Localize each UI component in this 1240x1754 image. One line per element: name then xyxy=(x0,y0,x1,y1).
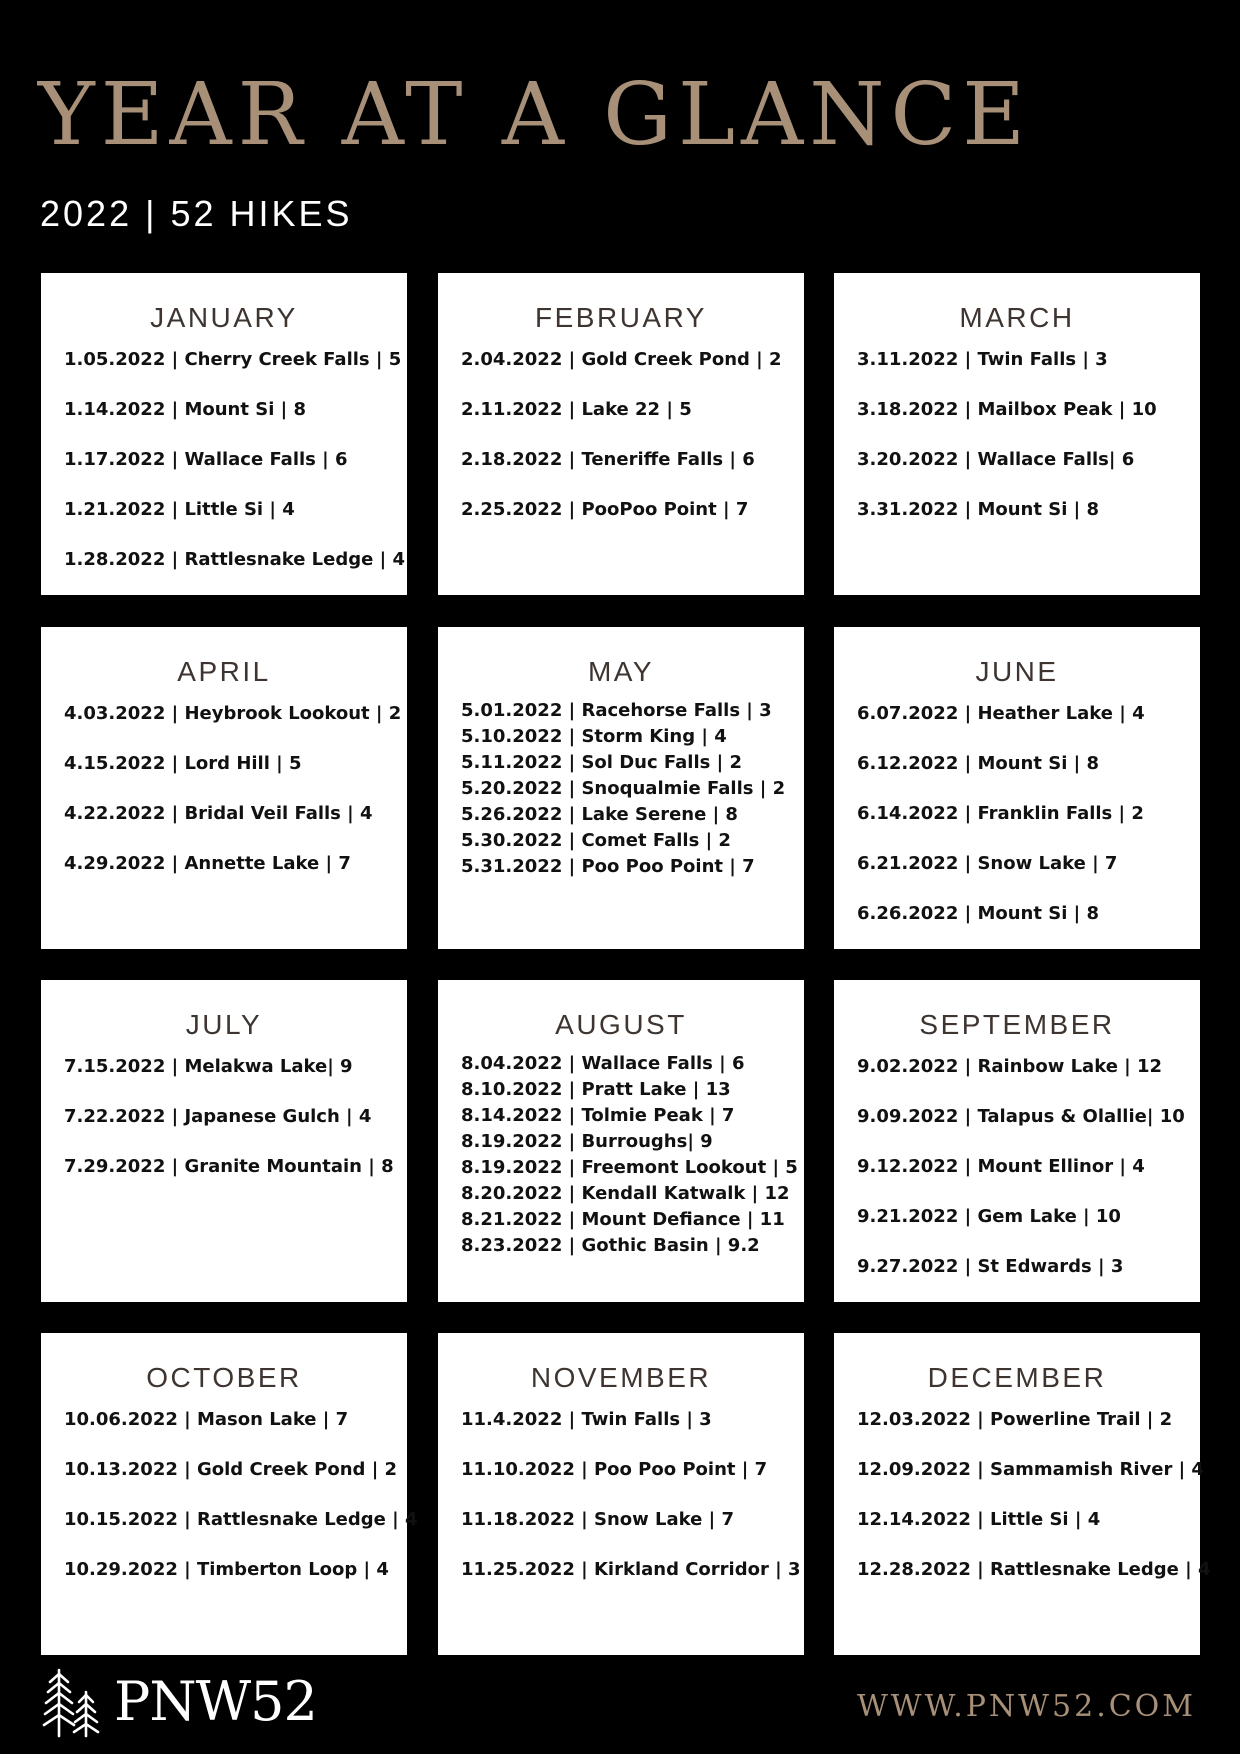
hike-entry: 1.17.2022 | Wallace Falls | 6 xyxy=(64,449,348,470)
month-title: MAY xyxy=(587,656,655,687)
hike-entry: 3.31.2022 | Mount Si | 8 xyxy=(857,499,1099,520)
hike-entry: 12.03.2022 | Powerline Trail | 2 xyxy=(857,1409,1173,1430)
hike-entry: 4.15.2022 | Lord Hill | 5 xyxy=(64,753,302,774)
month-title: SEPTEMBER xyxy=(919,1009,1115,1040)
month-card-february xyxy=(438,273,804,595)
hike-entry: 11.4.2022 | Twin Falls | 3 xyxy=(461,1409,712,1430)
hike-entry: 4.03.2022 | Heybrook Lookout | 2 xyxy=(64,703,402,724)
website-url[interactable]: WWW.PNW52.COM xyxy=(856,1689,1196,1724)
hike-list xyxy=(834,342,1200,542)
month-title: DECEMBER xyxy=(927,1362,1107,1393)
hike-entry: 8.20.2022 | Kendall Katwalk | 12 xyxy=(461,1183,790,1204)
hike-list xyxy=(438,696,804,878)
hike-entry: 9.27.2022 | St Edwards | 3 xyxy=(857,1256,1124,1277)
pine-trees-icon xyxy=(42,1666,112,1738)
hike-entry: 6.21.2022 | Snow Lake | 7 xyxy=(857,853,1118,874)
hike-list xyxy=(834,1049,1200,1299)
hike-entry: 8.04.2022 | Wallace Falls | 6 xyxy=(461,1053,745,1074)
month-card-august xyxy=(438,980,804,1302)
hike-entry: 1.21.2022 | Little Si | 4 xyxy=(64,499,295,520)
month-title: JANUARY xyxy=(150,302,298,333)
hike-entry: 1.14.2022 | Mount Si | 8 xyxy=(64,399,306,420)
hike-entry: 11.18.2022 | Snow Lake | 7 xyxy=(461,1509,734,1530)
hike-list xyxy=(41,696,407,896)
hike-entry: 8.14.2022 | Tolmie Peak | 7 xyxy=(461,1105,735,1126)
hike-entry: 10.06.2022 | Mason Lake | 7 xyxy=(64,1409,349,1430)
month-card-july xyxy=(41,980,407,1302)
hike-entry: 9.21.2022 | Gem Lake | 10 xyxy=(857,1206,1121,1227)
hike-entry: 12.09.2022 | Sammamish River | 4 xyxy=(857,1459,1204,1480)
hike-list xyxy=(41,1402,418,1602)
month-card-december xyxy=(834,1333,1211,1655)
page-subtitle: 2022 | 52 HIKES xyxy=(40,193,353,234)
hike-list xyxy=(834,1402,1211,1602)
month-title: JUNE xyxy=(975,656,1059,687)
hike-entry: 8.10.2022 | Pratt Lake | 13 xyxy=(461,1079,731,1100)
month-title: NOVEMBER xyxy=(530,1362,712,1393)
month-title: FEBRUARY xyxy=(535,302,707,333)
month-card-march xyxy=(834,273,1200,595)
month-title: MARCH xyxy=(959,302,1075,333)
hike-entry: 7.29.2022 | Granite Mountain | 8 xyxy=(64,1156,394,1177)
logo-text: PNW52 xyxy=(114,1670,317,1733)
hike-entry: 2.18.2022 | Teneriffe Falls | 6 xyxy=(461,449,755,470)
page-title: YEAR AT A GLANCE xyxy=(38,65,1032,165)
hike-entry: 6.26.2022 | Mount Si | 8 xyxy=(857,903,1099,924)
hike-entry: 11.10.2022 | Poo Poo Point | 7 xyxy=(461,1459,768,1480)
hike-entry: 8.21.2022 | Mount Defiance | 11 xyxy=(461,1209,785,1230)
hike-entry: 7.15.2022 | Melakwa Lake| 9 xyxy=(64,1056,353,1077)
hike-entry: 2.25.2022 | PooPoo Point | 7 xyxy=(461,499,749,520)
month-title: JULY xyxy=(185,1009,263,1040)
hike-entry: 5.31.2022 | Poo Poo Point | 7 xyxy=(461,856,755,877)
hike-entry: 5.10.2022 | Storm King | 4 xyxy=(461,726,727,747)
hike-list xyxy=(41,1049,407,1199)
hike-entry: 9.12.2022 | Mount Ellinor | 4 xyxy=(857,1156,1145,1177)
hike-entry: 12.28.2022 | Rattlesnake Ledge | 4 xyxy=(857,1559,1211,1580)
month-card-november xyxy=(438,1333,804,1655)
month-card-june xyxy=(834,627,1200,949)
hike-list xyxy=(834,696,1200,946)
month-card-may xyxy=(438,627,804,949)
hike-entry: 1.28.2022 | Rattlesnake Ledge | 4 xyxy=(64,549,405,570)
hike-list xyxy=(438,1402,804,1602)
hike-entry: 8.19.2022 | Freemont Lookout | 5 xyxy=(461,1157,798,1178)
month-title: AUGUST xyxy=(555,1009,687,1040)
hike-entry: 10.13.2022 | Gold Creek Pond | 2 xyxy=(64,1459,398,1480)
hike-entry: 10.29.2022 | Timberton Loop | 4 xyxy=(64,1559,389,1580)
hike-list xyxy=(41,342,407,592)
hike-list xyxy=(438,1049,804,1257)
hike-entry: 6.14.2022 | Franklin Falls | 2 xyxy=(857,803,1144,824)
hike-entry: 3.18.2022 | Mailbox Peak | 10 xyxy=(857,399,1157,420)
hike-entry: 3.20.2022 | Wallace Falls| 6 xyxy=(857,449,1135,470)
hike-entry: 4.22.2022 | Bridal Veil Falls | 4 xyxy=(64,803,373,824)
hike-list xyxy=(438,342,804,542)
hike-entry: 9.02.2022 | Rainbow Lake | 12 xyxy=(857,1056,1163,1077)
hike-entry: 7.22.2022 | Japanese Gulch | 4 xyxy=(64,1106,372,1127)
month-card-january xyxy=(41,273,407,595)
hike-entry: 2.11.2022 | Lake 22 | 5 xyxy=(461,399,692,420)
hike-entry: 9.09.2022 | Talapus & Olallie| 10 xyxy=(857,1106,1185,1127)
hike-entry: 5.30.2022 | Comet Falls | 2 xyxy=(461,830,731,851)
hike-entry: 10.15.2022 | Rattlesnake Ledge | 4 xyxy=(64,1509,418,1530)
hike-entry: 5.11.2022 | Sol Duc Falls | 2 xyxy=(461,752,742,773)
month-card-september xyxy=(834,980,1200,1302)
hike-entry: 4.29.2022 | Annette Lake | 7 xyxy=(64,853,351,874)
hike-entry: 8.23.2022 | Gothic Basin | 9.2 xyxy=(461,1235,760,1256)
hike-entry: 12.14.2022 | Little Si | 4 xyxy=(857,1509,1101,1530)
hike-entry: 5.20.2022 | Snoqualmie Falls | 2 xyxy=(461,778,786,799)
hike-entry: 11.25.2022 | Kirkland Corridor | 3 xyxy=(461,1559,801,1580)
hike-entry: 5.01.2022 | Racehorse Falls | 3 xyxy=(461,700,772,721)
month-title: APRIL xyxy=(177,656,271,687)
month-card-october xyxy=(41,1333,418,1655)
hike-entry: 3.11.2022 | Twin Falls | 3 xyxy=(857,349,1108,370)
hike-entry: 8.19.2022 | Burroughs| 9 xyxy=(461,1131,713,1152)
hike-entry: 6.12.2022 | Mount Si | 8 xyxy=(857,753,1099,774)
hike-entry: 1.05.2022 | Cherry Creek Falls | 5 xyxy=(64,349,402,370)
month-card-april xyxy=(41,627,407,949)
hike-entry: 6.07.2022 | Heather Lake | 4 xyxy=(857,703,1145,724)
brand-logo xyxy=(42,1666,317,1738)
hike-entry: 5.26.2022 | Lake Serene | 8 xyxy=(461,804,738,825)
hike-entry: 2.04.2022 | Gold Creek Pond | 2 xyxy=(461,349,782,370)
month-title: OCTOBER xyxy=(146,1362,302,1393)
